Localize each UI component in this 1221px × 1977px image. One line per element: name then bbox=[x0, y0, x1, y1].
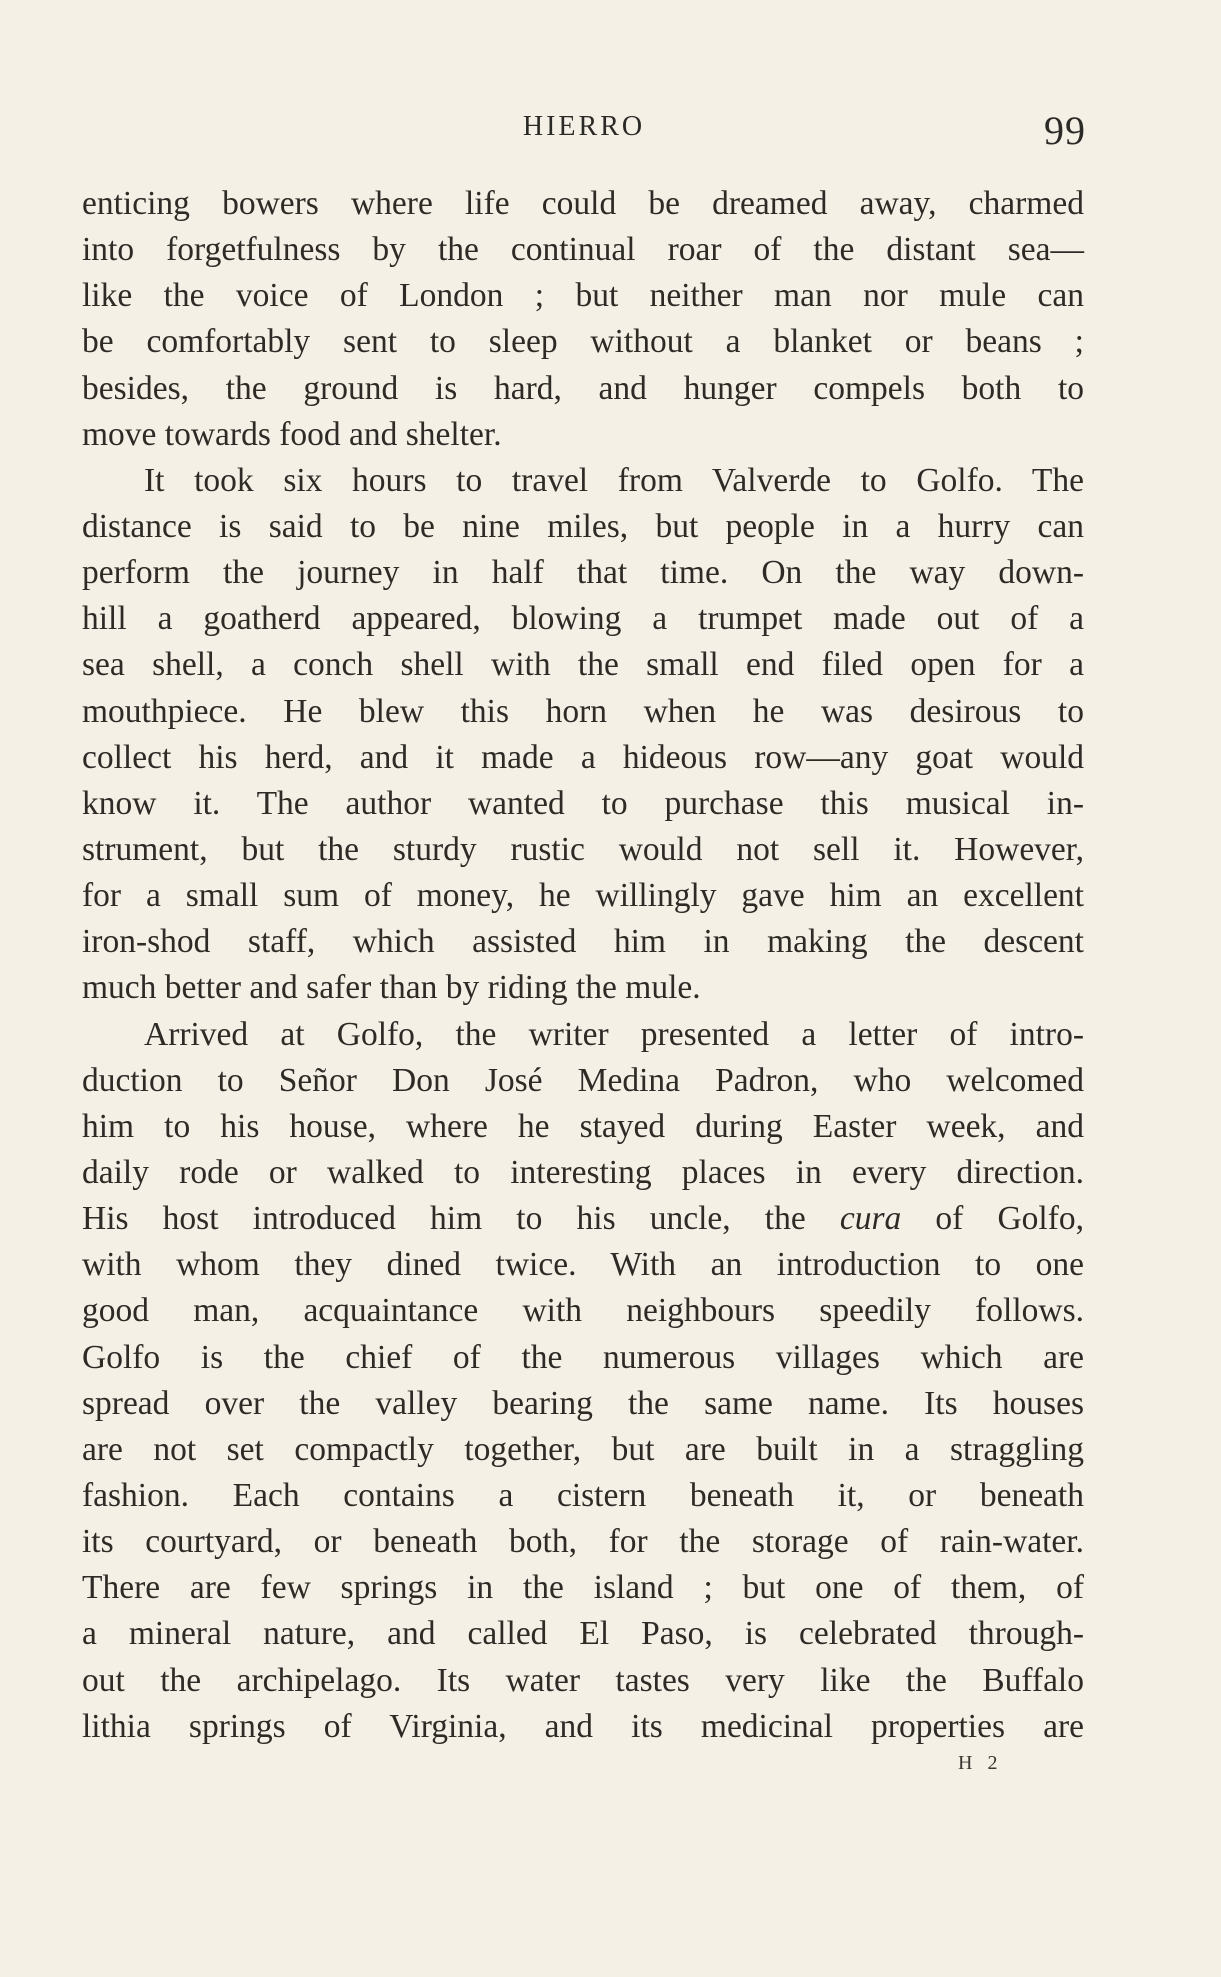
signature-mark: H 2 bbox=[958, 1752, 1003, 1774]
text-segment: His host introduced him to his uncle, the bbox=[82, 1200, 806, 1238]
text-line: besides, the ground is hard, and hunger compels both to bbox=[82, 369, 1084, 407]
text-line: much better and safer than by riding the mule. bbox=[82, 969, 701, 1007]
body-text bbox=[82, 181, 1084, 1750]
text-line: like the voice of London ; but neither man nor mule can bbox=[82, 277, 1084, 315]
text-line: its courtyard, or beneath both, for the storage of rain-water. bbox=[82, 1523, 1084, 1561]
text-line bbox=[82, 1196, 1084, 1242]
text-line: iron-shod staff, which assisted him in making the descent bbox=[82, 923, 1084, 961]
italic-term: cura bbox=[839, 1200, 902, 1238]
text-line: perform the journey in half that time. On the way down- bbox=[82, 554, 1084, 592]
text-line: know it. The author wanted to purchase this musical in- bbox=[82, 784, 1084, 822]
text-line: There are few springs in the island ; but one of them, of bbox=[82, 1569, 1084, 1607]
text-line: for a small sum of money, he willingly gave him an excellent bbox=[82, 877, 1084, 915]
text-line: spread over the valley bearing the same name. Its houses bbox=[82, 1384, 1084, 1422]
text-line: duction to Señor Don José Medina Padron, who welcomed bbox=[82, 1061, 1084, 1099]
text-line: mouthpiece. He blew this horn when he was desirous to bbox=[82, 692, 1084, 730]
text-line: fashion. Each contains a cistern beneath it, or beneath bbox=[82, 1476, 1084, 1514]
text-line: are not set compactly together, but are built in a straggling bbox=[82, 1430, 1084, 1468]
text-line: Arrived at Golfo, the writer presented a letter of intro- bbox=[144, 1015, 1084, 1053]
running-title: HIERRO bbox=[522, 111, 646, 142]
text-line: be comfortably sent to sleep without a blanket or beans ; bbox=[82, 323, 1084, 361]
text-line: distance is said to be nine miles, but people in a hurry can bbox=[82, 507, 1084, 545]
text-line: Golfo is the chief of the numerous villages which are bbox=[82, 1338, 1084, 1376]
page-number: 99 bbox=[1044, 108, 1086, 153]
text-line: daily rode or walked to interesting places in every direction. bbox=[82, 1153, 1084, 1191]
text-line: It took six hours to travel from Valverde to Golfo. The bbox=[144, 461, 1084, 499]
text-segment: of Golfo, bbox=[935, 1200, 1084, 1238]
running-head bbox=[82, 107, 1086, 155]
text-line: him to his house, where he stayed during Easter week, and bbox=[82, 1107, 1084, 1145]
text-line: hill a goatherd appeared, blowing a trumpet made out of a bbox=[82, 600, 1084, 638]
text-line: into forgetfulness by the continual roar of the distant sea— bbox=[82, 231, 1084, 269]
text-line: with whom they dined twice. With an introduction to one bbox=[82, 1246, 1084, 1284]
text-line: out the archipelago. Its water tastes very like the Buffalo bbox=[82, 1661, 1084, 1699]
text-line: enticing bowers where life could be dreamed away, charmed bbox=[82, 185, 1084, 222]
text-line: move towards food and shelter. bbox=[82, 415, 502, 453]
text-line: sea shell, a conch shell with the small end filed open for a bbox=[82, 646, 1084, 684]
text-line: a mineral nature, and called El Paso, is celebrated through- bbox=[82, 1615, 1084, 1653]
text-line: good man, acquaintance with neighbours speedily follows. bbox=[82, 1292, 1084, 1330]
text-line: collect his herd, and it made a hideous row—any goat would bbox=[82, 738, 1084, 776]
text-line: lithia springs of Virginia, and its medicinal properties are bbox=[82, 1707, 1084, 1745]
text-line: strument, but the sturdy rustic would not sell it. However, bbox=[82, 830, 1084, 868]
